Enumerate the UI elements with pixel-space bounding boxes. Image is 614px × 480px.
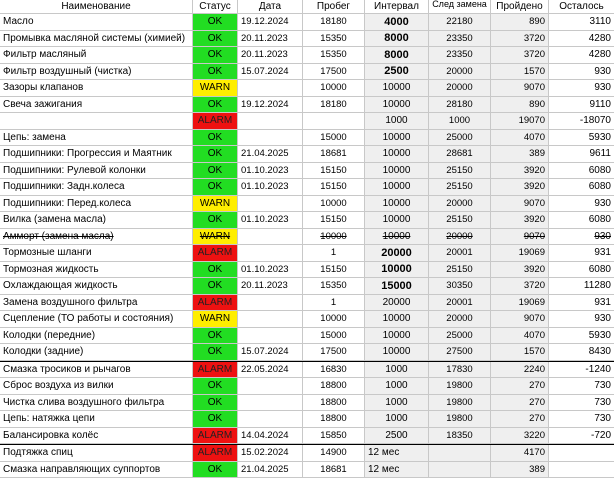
table-row [0,212,614,229]
cell-passed[interactable]: 3920 [491,262,549,279]
table-row [0,179,614,196]
cell-run[interactable] [303,113,365,130]
table-row [0,262,614,279]
cell-left[interactable]: 11280 [549,278,614,295]
cell-date[interactable] [238,229,303,246]
cell-interval[interactable]: 10000 [365,97,429,114]
cell-interval[interactable]: 4000 [365,14,429,31]
cell-passed[interactable]: 9070 [491,80,549,97]
cell-passed[interactable]: 3920 [491,212,549,229]
cell-status[interactable]: WARN [193,196,238,213]
cell-next[interactable]: 27500 [429,344,491,361]
cell-name[interactable]: Подшипники: Рулевой колонки [0,163,193,180]
cell-status[interactable]: OK [193,344,238,361]
cell-date[interactable]: 21.04.2025 [238,462,303,479]
cell-interval[interactable]: 20000 [365,295,429,312]
cell-left[interactable]: 730 [549,378,614,395]
cell-next[interactable]: 25000 [429,130,491,147]
cell-run[interactable]: 18681 [303,462,365,479]
cell-interval[interactable]: 10000 [365,262,429,279]
cell-next[interactable]: 30350 [429,278,491,295]
cell-status[interactable]: OK [193,212,238,229]
cell-passed[interactable]: 890 [491,97,549,114]
cell-name[interactable]: Фильтр масляный [0,47,193,64]
cell-status[interactable]: ALARM [193,295,238,312]
cell-left[interactable]: 730 [549,395,614,412]
header-interval[interactable]: Интервал [365,0,429,14]
cell-left[interactable]: 5930 [549,328,614,345]
cell-status[interactable]: ALARM [193,445,238,462]
cell-left[interactable]: 931 [549,295,614,312]
cell-name[interactable]: Фильтр воздушный (чистка) [0,64,193,81]
cell-date[interactable]: 01.10.2023 [238,262,303,279]
cell-run[interactable]: 18800 [303,411,365,428]
cell-next[interactable]: 22180 [429,14,491,31]
cell-next[interactable]: 20001 [429,295,491,312]
cell-next[interactable]: 28180 [429,97,491,114]
header-status[interactable]: Статус [193,0,238,14]
table-row [0,130,614,147]
cell-interval[interactable]: 1000 [365,411,429,428]
cell-status[interactable]: WARN [193,80,238,97]
cell-passed[interactable]: 2240 [491,362,549,379]
cell-left[interactable]: 6080 [549,179,614,196]
cell-run[interactable]: 15350 [303,278,365,295]
header-next[interactable]: След замена [429,0,491,14]
cell-interval[interactable]: 10000 [365,212,429,229]
header-date[interactable]: Дата [238,0,303,14]
cell-date[interactable] [238,328,303,345]
cell-passed[interactable]: 3720 [491,278,549,295]
cell-name[interactable]: Подтяжка спиц [0,445,193,462]
cell-run[interactable]: 15850 [303,428,365,445]
cell-passed[interactable]: 389 [491,462,549,479]
cell-passed[interactable]: 4070 [491,328,549,345]
cell-status[interactable]: OK [193,163,238,180]
cell-passed[interactable]: 3920 [491,163,549,180]
table-row [0,361,614,379]
cell-status[interactable]: ALARM [193,428,238,445]
cell-date[interactable]: 20.11.2023 [238,47,303,64]
cell-status[interactable]: OK [193,64,238,81]
table-row [0,47,614,64]
cell-name[interactable]: Вилка (замена масла) [0,212,193,229]
cell-interval[interactable]: 20000 [365,245,429,262]
cell-left[interactable]: 8430 [549,344,614,361]
cell-interval[interactable]: 8000 [365,31,429,48]
cell-left[interactable]: 9611 [549,146,614,163]
cell-name[interactable]: Сброс воздуха из вилки [0,378,193,395]
cell-next[interactable]: 20000 [429,64,491,81]
cell-passed[interactable]: 3220 [491,428,549,445]
cell-name[interactable]: Охлаждающая жидкость [0,278,193,295]
cell-run[interactable]: 15350 [303,31,365,48]
cell-next[interactable]: 25150 [429,212,491,229]
cell-next[interactable]: 20000 [429,80,491,97]
cell-run[interactable]: 18180 [303,14,365,31]
cell-date[interactable]: 19.12.2024 [238,97,303,114]
cell-passed[interactable]: 9070 [491,311,549,328]
cell-run[interactable]: 15000 [303,328,365,345]
cell-name[interactable]: Цепь: замена [0,130,193,147]
table-row [0,295,614,312]
table-row [0,462,614,479]
table-row [0,196,614,213]
cell-interval[interactable]: 1000 [365,378,429,395]
cell-interval[interactable]: 2500 [365,64,429,81]
table-row [0,278,614,295]
cell-interval[interactable]: 2500 [365,428,429,445]
cell-interval[interactable]: 8000 [365,47,429,64]
cell-next[interactable]: 19800 [429,411,491,428]
cell-interval[interactable]: 10000 [365,80,429,97]
cell-left[interactable]: 930 [549,64,614,81]
cell-date[interactable]: 22.05.2024 [238,362,303,379]
header-passed[interactable]: Пройдено [491,0,549,14]
cell-interval[interactable]: 10000 [365,179,429,196]
cell-interval[interactable]: 15000 [365,278,429,295]
cell-run[interactable]: 14900 [303,445,365,462]
cell-passed[interactable]: 19069 [491,295,549,312]
cell-name[interactable]: Зазоры клапанов [0,80,193,97]
cell-passed[interactable]: 389 [491,146,549,163]
cell-status[interactable]: OK [193,262,238,279]
cell-passed[interactable]: 270 [491,395,549,412]
cell-interval[interactable]: 10000 [365,196,429,213]
cell-left[interactable]: 930 [549,229,614,246]
cell-next[interactable]: 25000 [429,328,491,345]
cell-name[interactable]: Подшипники: Прогрессия и Маятник [0,146,193,163]
cell-run[interactable]: 15150 [303,212,365,229]
cell-status[interactable]: OK [193,378,238,395]
cell-left[interactable]: 6080 [549,212,614,229]
cell-status[interactable]: ALARM [193,362,238,379]
cell-name[interactable]: Колодки (передние) [0,328,193,345]
cell-left[interactable]: -18070 [549,113,614,130]
cell-date[interactable] [238,196,303,213]
cell-name[interactable] [0,113,193,130]
cell-run[interactable]: 1 [303,295,365,312]
table-row [0,245,614,262]
cell-run[interactable]: 15150 [303,179,365,196]
table-row [0,411,614,428]
cell-run[interactable]: 10000 [303,80,365,97]
table-row [0,328,614,345]
table-row [0,163,614,180]
table-row [0,64,614,81]
header-row [0,0,614,14]
cell-name[interactable]: Масло [0,14,193,31]
header-run[interactable]: Пробег [303,0,365,14]
cell-run[interactable]: 10000 [303,311,365,328]
cell-passed[interactable]: 19069 [491,245,549,262]
cell-interval[interactable]: 1000 [365,113,429,130]
cell-date[interactable]: 15.07.2024 [238,344,303,361]
cell-name[interactable]: Подшипники: Перед.колеса [0,196,193,213]
cell-status[interactable]: OK [193,47,238,64]
cell-name[interactable]: Тормозная жидкость [0,262,193,279]
cell-status[interactable]: OK [193,411,238,428]
cell-left[interactable]: -720 [549,428,614,445]
cell-name[interactable]: Свеча зажигания [0,97,193,114]
cell-name[interactable]: Замена воздушного фильтра [0,295,193,312]
table-row [0,14,614,31]
cell-date[interactable]: 19.12.2024 [238,14,303,31]
cell-name[interactable]: Амморт (замена масла) [0,229,193,246]
cell-next[interactable]: 1000 [429,113,491,130]
cell-run[interactable]: 18180 [303,97,365,114]
table-row [0,113,614,130]
cell-name[interactable]: Подшипники: Задн.колеса [0,179,193,196]
table-row [0,444,614,462]
cell-run[interactable]: 16830 [303,362,365,379]
table-row [0,97,614,114]
cell-passed[interactable]: 3920 [491,179,549,196]
cell-next[interactable]: 18350 [429,428,491,445]
cell-date[interactable]: 01.10.2023 [238,179,303,196]
cell-interval[interactable]: 10000 [365,344,429,361]
cell-name[interactable]: Промывка масляной системы (химией) [0,31,193,48]
cell-next[interactable]: 20000 [429,229,491,246]
cell-status[interactable]: OK [193,97,238,114]
cell-left[interactable]: 4280 [549,47,614,64]
cell-run[interactable]: 17500 [303,344,365,361]
cell-date[interactable]: 21.04.2025 [238,146,303,163]
cell-status[interactable]: WARN [193,229,238,246]
cell-status[interactable]: ALARM [193,113,238,130]
cell-passed[interactable]: 1570 [491,64,549,81]
cell-passed[interactable]: 890 [491,14,549,31]
cell-name[interactable]: Балансировка колёс [0,428,193,445]
cell-left[interactable]: 3110 [549,14,614,31]
cell-date[interactable] [238,245,303,262]
cell-passed[interactable]: 4170 [491,445,549,462]
cell-interval[interactable]: 10000 [365,229,429,246]
cell-left[interactable] [549,445,614,462]
cell-left[interactable]: -1240 [549,362,614,379]
cell-next[interactable]: 23350 [429,31,491,48]
cell-run[interactable]: 10000 [303,229,365,246]
cell-date[interactable]: 01.10.2023 [238,212,303,229]
cell-interval[interactable]: 12 мес [365,462,429,479]
cell-date[interactable]: 14.04.2024 [238,428,303,445]
cell-interval[interactable]: 10000 [365,328,429,345]
cell-run[interactable]: 18681 [303,146,365,163]
cell-status[interactable]: OK [193,31,238,48]
cell-left[interactable]: 6080 [549,262,614,279]
cell-passed[interactable]: 4070 [491,130,549,147]
cell-status[interactable]: OK [193,328,238,345]
cell-next[interactable]: 25150 [429,163,491,180]
table-row [0,395,614,412]
cell-left[interactable]: 9110 [549,97,614,114]
cell-next[interactable]: 19800 [429,395,491,412]
cell-name[interactable]: Смазка тросиков и рычагов [0,362,193,379]
cell-status[interactable]: WARN [193,311,238,328]
table-row [0,229,614,246]
table-row [0,344,614,361]
cell-date[interactable] [238,378,303,395]
cell-run[interactable]: 15350 [303,47,365,64]
cell-run[interactable]: 15150 [303,262,365,279]
cell-name[interactable]: Чистка слива воздушного фильтра [0,395,193,412]
cell-name[interactable]: Сцепление (ТО работы и состояния) [0,311,193,328]
cell-next[interactable]: 17830 [429,362,491,379]
cell-run[interactable]: 15000 [303,130,365,147]
table-row [0,80,614,97]
cell-next[interactable]: 19800 [429,378,491,395]
table-row [0,146,614,163]
cell-run[interactable]: 18800 [303,395,365,412]
cell-date[interactable] [238,311,303,328]
cell-next[interactable]: 20000 [429,311,491,328]
cell-interval[interactable]: 10000 [365,130,429,147]
cell-left[interactable]: 6080 [549,163,614,180]
cell-name[interactable]: Смазка направляющих суппортов [0,462,193,479]
cell-status[interactable]: OK [193,146,238,163]
cell-run[interactable]: 17500 [303,64,365,81]
table-row [0,31,614,48]
cell-next[interactable] [429,445,491,462]
cell-interval[interactable]: 1000 [365,362,429,379]
cell-run[interactable]: 10000 [303,196,365,213]
cell-date[interactable]: 20.11.2023 [238,31,303,48]
cell-interval[interactable]: 1000 [365,395,429,412]
cell-name[interactable]: Цепь: натяжка цепи [0,411,193,428]
cell-passed[interactable]: 9070 [491,196,549,213]
cell-status[interactable]: ALARM [193,245,238,262]
header-name[interactable]: Наименование [0,0,193,14]
cell-date[interactable] [238,395,303,412]
header-left[interactable]: Осталось [549,0,614,14]
cell-next[interactable]: 28681 [429,146,491,163]
cell-date[interactable]: 01.10.2023 [238,163,303,180]
cell-status[interactable]: OK [193,179,238,196]
cell-name[interactable]: Тормозные шланги [0,245,193,262]
cell-passed[interactable]: 270 [491,411,549,428]
cell-left[interactable] [549,462,614,479]
cell-next[interactable] [429,462,491,479]
cell-interval[interactable]: 10000 [365,163,429,180]
cell-passed[interactable]: 270 [491,378,549,395]
cell-date[interactable] [238,411,303,428]
cell-left[interactable]: 730 [549,411,614,428]
cell-interval[interactable]: 10000 [365,311,429,328]
cell-date[interactable]: 15.02.2024 [238,445,303,462]
cell-status[interactable]: OK [193,278,238,295]
cell-passed[interactable]: 3720 [491,47,549,64]
cell-run[interactable]: 18800 [303,378,365,395]
cell-left[interactable]: 930 [549,311,614,328]
cell-next[interactable]: 25150 [429,262,491,279]
cell-date[interactable]: 20.11.2023 [238,278,303,295]
cell-date[interactable] [238,130,303,147]
cell-left[interactable]: 930 [549,196,614,213]
cell-left[interactable]: 931 [549,245,614,262]
cell-run[interactable]: 15150 [303,163,365,180]
cell-date[interactable] [238,80,303,97]
cell-name[interactable]: Колодки (задние) [0,344,193,361]
table-row [0,311,614,328]
cell-passed[interactable]: 19070 [491,113,549,130]
cell-next[interactable]: 23350 [429,47,491,64]
cell-left[interactable]: 5930 [549,130,614,147]
cell-interval[interactable]: 12 мес [365,445,429,462]
cell-date[interactable] [238,113,303,130]
cell-status[interactable]: OK [193,14,238,31]
cell-status[interactable]: OK [193,395,238,412]
cell-left[interactable]: 4280 [549,31,614,48]
cell-status[interactable]: OK [193,130,238,147]
cell-next[interactable]: 20001 [429,245,491,262]
cell-date[interactable] [238,295,303,312]
table-row [0,428,614,445]
cell-interval[interactable]: 10000 [365,146,429,163]
cell-passed[interactable]: 1570 [491,344,549,361]
cell-next[interactable]: 20000 [429,196,491,213]
cell-status[interactable]: OK [193,462,238,479]
cell-passed[interactable]: 3720 [491,31,549,48]
cell-next[interactable]: 25150 [429,179,491,196]
cell-date[interactable]: 15.07.2024 [238,64,303,81]
table-row [0,378,614,395]
cell-run[interactable]: 1 [303,245,365,262]
cell-passed[interactable]: 9070 [491,229,549,246]
cell-left[interactable]: 930 [549,80,614,97]
table-body [0,14,614,478]
